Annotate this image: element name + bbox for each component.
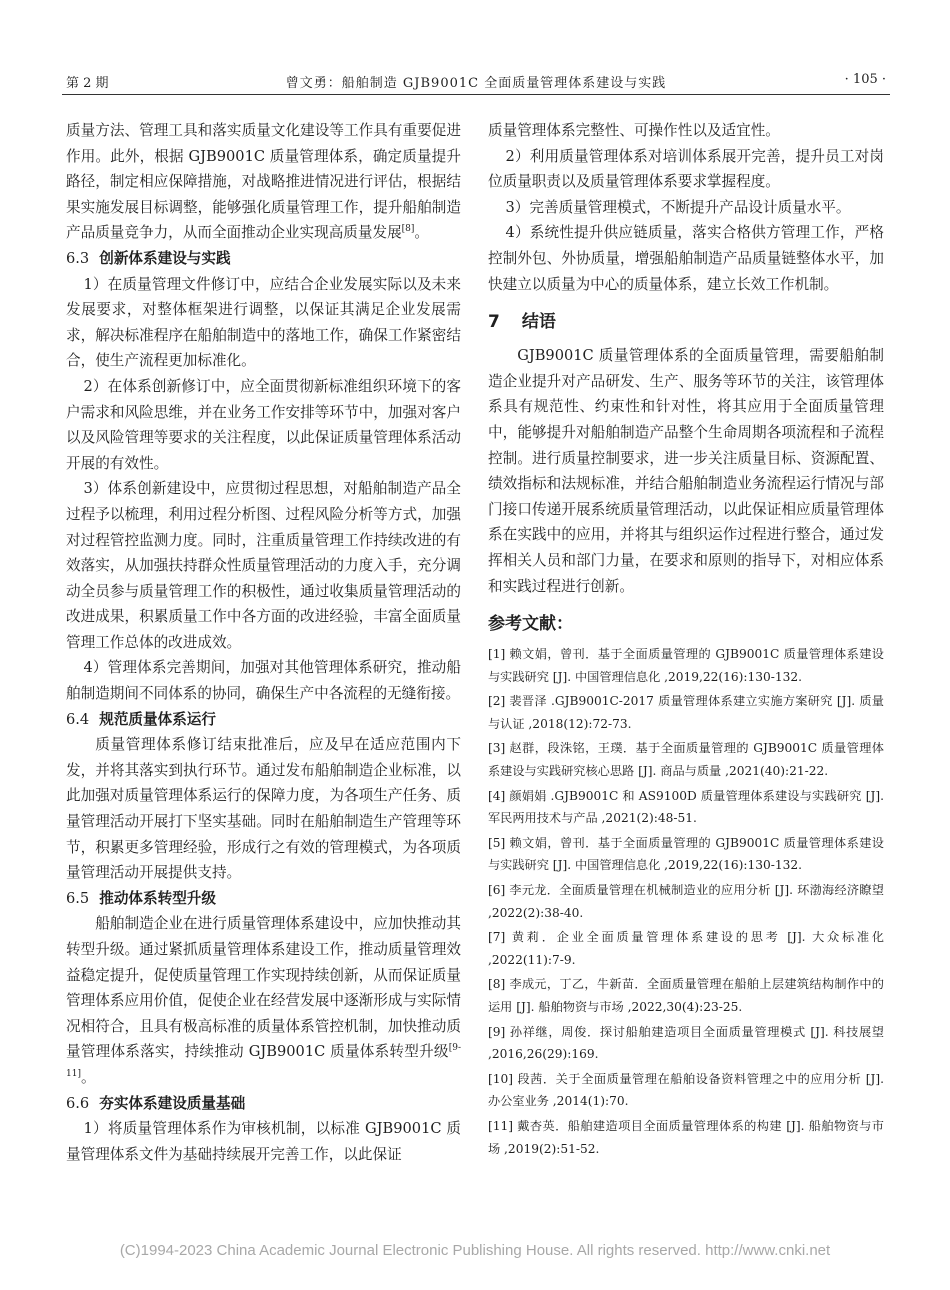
section-heading-6-4: 6.4 规范质量体系运行 bbox=[66, 710, 216, 728]
section-heading-6-6: 6.6 夯实体系建设质量基础 bbox=[66, 1094, 246, 1112]
reference-item: [7] 黄莉．企业全面质量管理体系建设的思考 [J]. 大众标准化 ,2022(11):7-9. bbox=[488, 930, 884, 967]
reference-item: [5] 赖文娟，曾刊．基于全面质量管理的 GJB9001C 质量管理体系建设与实践研究 [J]. 中国管理信息化 ,2019,22(16):130-132. bbox=[488, 835, 884, 873]
section-heading-6-5: 6.5 推动体系转型升级 bbox=[66, 889, 216, 907]
paragraph: 1）在质量管理文件修订中，应结合企业发展实际以及未来发展要求，对整体框架进行调整，以保证其满足企业发展需求，解决标准程序在船舶制造中的落地工作，确保工作紧密结合，使生产流程更加标准化。 bbox=[66, 275, 461, 370]
reference-item: [8] 李成元，丁乙，牛新苗．全面质量管理在船舶上层建筑结构制作中的运用 [J]. 船舶物资与市场 ,2022,30(4):23-25. bbox=[488, 977, 884, 1014]
paragraph-continued: 质量方法、管理工具和落实质量文化建设等工作具有重要促进作用。此外，根据 GJB9001C 质量管理体系，确定质量提升路径，制定相应保障措施，对战略推进情况进行评估，根据结果实施发展目标调整，能够强化质量管理工作，提升船舶制造产品质量竞争力，从而全面推动企业实现高质量发展[8]。 bbox=[66, 122, 461, 242]
paragraph: 2）利用质量管理体系对培训体系展开完善，提升员工对岗位质量职责以及质量管理体系要求掌握程度。 bbox=[488, 147, 884, 191]
paragraph: 4）管理体系完善期间，加强对其他管理体系研究，推动船舶制造期间不同体系的协同，确保生产中各流程的无缝衔接。 bbox=[66, 659, 461, 703]
paragraph: 4）系统性提升供应链质量，落实合格供方管理工作，严格控制外包、外协质量，增强船舶制造产品质量链整体水平，加快建立以质量为中心的质量体系，建立长效工作机制。 bbox=[488, 224, 884, 293]
right-column bbox=[488, 118, 884, 1162]
citation[interactable]: [9-11] bbox=[66, 1043, 461, 1079]
paragraph: 1）将质量管理体系作为审核机制，以标准 GJB9001C 质量管理体系文件为基础持续展开完善工作，以此保证 bbox=[66, 1120, 461, 1163]
reference-item: [9] 孙祥继，周俊．探讨船舶建造项目全面质量管理模式 [J]. 科技展望 ,2016,26(29):169. bbox=[488, 1024, 884, 1062]
citation[interactable]: [8] bbox=[401, 224, 415, 235]
copyright-footer: (C)1994-2023 China Academic Journal Electronic Publishing House. All rights reserved. http://www.cnki.net bbox=[119, 1242, 831, 1259]
reference-item: [4] 颜娟娟 .GJB9001C 和 AS9100D 质量管理体系建设与实践研究 [J]. 军民两用技术与产品 ,2021(2):48-51. bbox=[488, 788, 884, 826]
section-heading-6-3: 6.3 创新体系建设与实践 bbox=[66, 249, 231, 267]
reference-list bbox=[488, 643, 884, 1160]
paragraph: 3）完善质量管理模式，不断提升产品设计质量水平。 bbox=[505, 198, 851, 216]
reference-item: [10] 段茜．关于全面质量管理在船舶设备资料管理之中的应用分析 [J]. 办公室业务 ,2014(1):70. bbox=[488, 1071, 884, 1109]
issue-number: 第 2 期 bbox=[66, 76, 109, 91]
reference-item: [1] 赖文娟，曾刊．基于全面质量管理的 GJB9001C 质量管理体系建设与实践研究 [J]. 中国管理信息化 ,2019,22(16):130-132. bbox=[488, 647, 884, 684]
reference-item: [11] 戴杏英．船舶建造项目全面质量管理体系的构建 [J]. 船舶物资与市场 ,2019(2):51-52. bbox=[488, 1118, 884, 1156]
left-column bbox=[66, 118, 461, 1167]
reference-item: [6] 李元龙．全面质量管理在机械制造业的应用分析 [J]. 环渤海经济瞭望 ,2022(2):38-40. bbox=[488, 883, 884, 920]
paragraph-continued: 质量管理体系完整性、可操作性以及适宜性。 bbox=[488, 122, 780, 139]
reference-item: [2] 裴晋泽 .GJB9001C-2017 质量管理体系建立实施方案研究 [J]. 质量与认证 ,2018(12):72-73. bbox=[488, 694, 884, 731]
running-title: 曾文勇：船舶制造 GJB9001C 全面质量管理体系建设与实践 bbox=[285, 76, 667, 91]
paragraph: 质量管理体系修订结束批准后，应及早在适应范围内下发，并将其落实到执行环节。通过发布船舶制造企业标准，以此加强对质量管理体系运行的保障力度，为各项生产任务、质量管理活动开展打下坚实基础。同时在船舶制造生产管理等环节，积累更多管理经验，形成行之有效的管理模式，为各项质量管理活动开展提供支持。 bbox=[66, 736, 461, 882]
paragraph: GJB9001C 质量管理体系的全面质量管理，需要船舶制造企业提升对产品研发、生产、服务等环节的关注，该管理体系具有规范性、约束性和针对性，将其应用于全面质量管理中，能够提升对船舶制造产品整个生命周期各项流程和子流程控制。进行质量控制要求，进一步关注质量目标、资源配置、绩效指标和法规标准，并结合船舶制造业务流程运行情况与部门接口传递开展系统质量管理活动，以此保证相应质量管理体系在实践中的应用，并将其与组织运作过程进行整合，通过发挥相关人员和部门力量，在要求和原则的指导下，对相应体系和实践过程进行创新。 bbox=[488, 347, 884, 595]
reference-item: [3] 赵群，段洙铭，王璞．基于全面质量管理的 GJB9001C 质量管理体系建设与实践研究核心思路 [J]. 商品与质量 ,2021(40):21-22. bbox=[488, 741, 884, 779]
references-heading: 参考文献： bbox=[488, 614, 573, 635]
running-header bbox=[62, 64, 890, 95]
paragraph: 2）在体系创新修订中，应全面贯彻新标准组织环境下的客户需求和风险思维，并在业务工作安排等环节中，加强对客户以及风险管理等要求的关注程度，以此保证质量管理体系活动开展的有效性。 bbox=[66, 377, 461, 472]
page-number: · 105 · bbox=[844, 72, 886, 87]
paragraph: 3）体系创新建设中，应贯彻过程思想，对船舶制造产品全过程予以梳理，利用过程分析图、过程风险分析等方式，加强对过程管控监测力度。同时，注重质量管理工作持续改进的有效落实，从加强扶持群众性质量管理活动的力度入手，充分调动全员参与质量管理工作的积极性，通过收集质量管理活动的改进成果，积累质量工作中各方面的改进经验，丰富全面质量管理工作总体的改进成效。 bbox=[66, 480, 461, 651]
paragraph: 船舶制造企业在进行质量管理体系建设中，应加快推动其转型升级。通过紧抓质量管理体系建设工作，推动质量管理效益稳定提升，促使质量管理工作实现持续创新，从而保证质量管理体系应用价值，促使企业在经营发展中逐渐形成与实际情况相符合，且具有极高标准的质量体系管控机制，加快推动质量管理体系落实，持续推动 GJB9001C 质量体系转型升级[9-11]。 bbox=[66, 915, 461, 1086]
section-heading-7: 7 结语 bbox=[488, 312, 556, 333]
